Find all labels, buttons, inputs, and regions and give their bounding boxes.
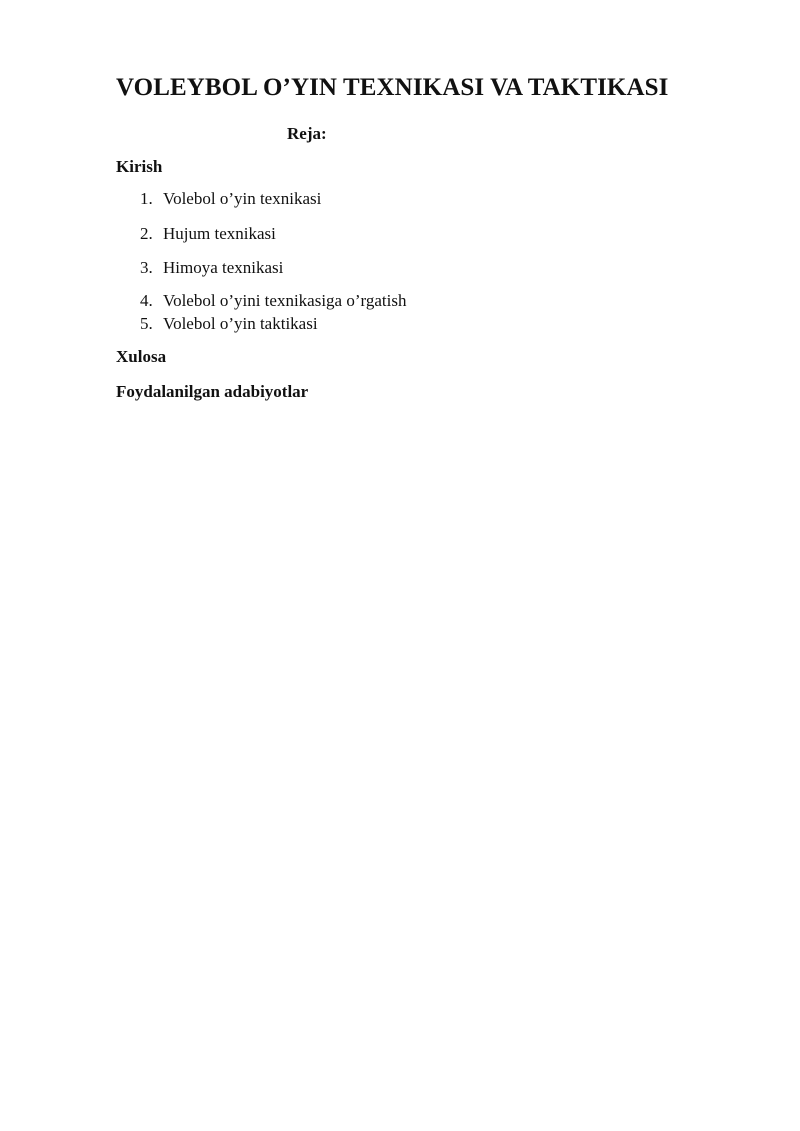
plan-item — [140, 291, 406, 311]
plan-item-number: 2. — [140, 224, 153, 243]
plan-item — [140, 314, 318, 334]
plan-item-text: Volebol o’yin texnikasi — [163, 189, 322, 208]
plan-heading: Reja: — [287, 124, 327, 143]
document-title: VOLEYBOL O’YIN TEXNIKASI VA TAKTIKASI — [116, 74, 669, 101]
plan-item-text: Himoya texnikasi — [163, 258, 284, 277]
plan-item — [140, 258, 283, 278]
conclusion-heading: Xulosa — [116, 347, 167, 366]
references-heading: Foydalanilgan adabiyotlar — [116, 382, 309, 401]
plan-item-text: Volebol o’yin taktikasi — [163, 314, 318, 333]
intro-heading: Kirish — [116, 157, 163, 176]
plan-item — [140, 224, 276, 244]
plan-item-text: Hujum texnikasi — [163, 224, 276, 243]
plan-item-number: 4. — [140, 291, 153, 310]
plan-item-number: 1. — [140, 189, 153, 208]
plan-item-number: 3. — [140, 258, 153, 277]
plan-item — [140, 189, 321, 209]
plan-item-number: 5. — [140, 314, 153, 333]
plan-item-text: Volebol o’yini texnikasiga o’rgatish — [163, 291, 407, 310]
